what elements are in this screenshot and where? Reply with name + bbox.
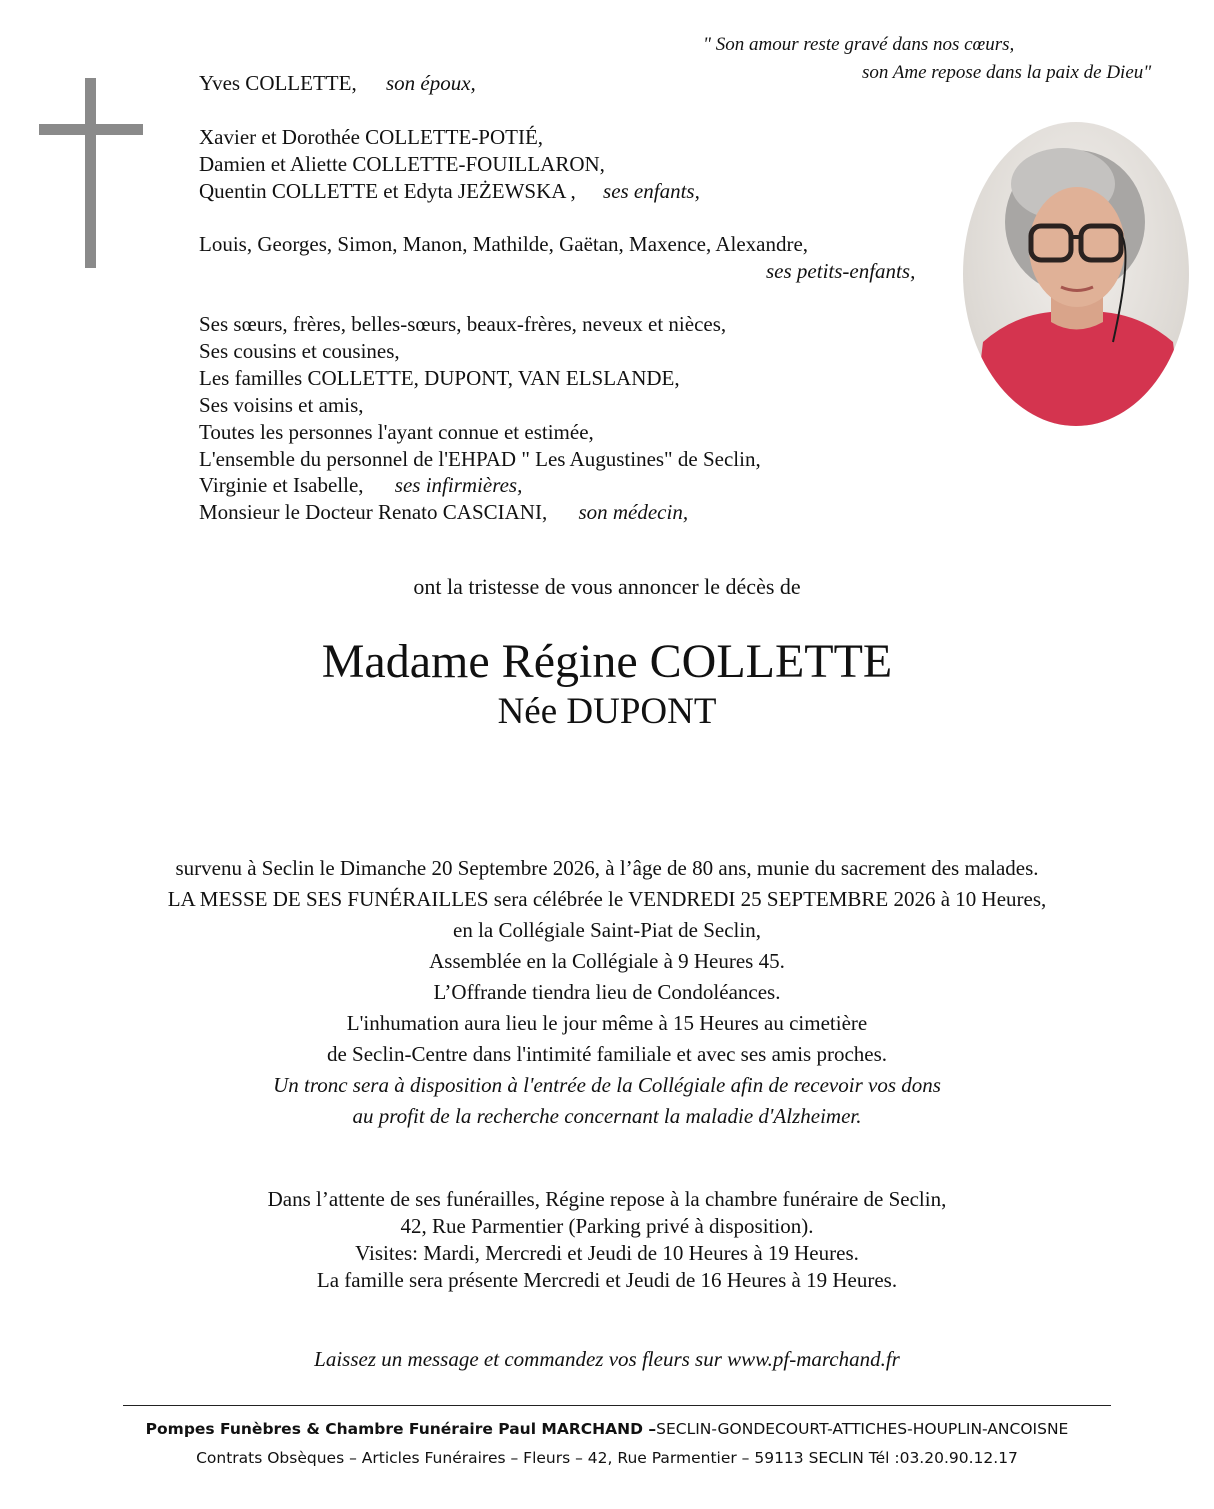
spouse-name: Yves COLLETTE, <box>199 71 357 95</box>
relatives-line: Ses sœurs, frères, belles-sœurs, beaux-frères, neveux et nièces, <box>199 312 727 336</box>
spouse-role: son époux, <box>385 71 476 95</box>
details-line: L’Offrande tiendra lieu de Condoléances. <box>433 980 781 1004</box>
wake-info <box>0 1186 1214 1294</box>
doctor-name: Monsieur le Docteur Renato CASCIANI, <box>199 500 548 524</box>
children-role: ses enfants, <box>603 179 700 203</box>
donation-line: Un tronc sera à disposition à l'entrée de la Collégiale afin de recevoir vos dons <box>273 1073 941 1097</box>
doctor-role: son médecin, <box>578 500 689 524</box>
nurses-line <box>199 472 522 499</box>
details-line: en la Collégiale Saint-Piat de Seclin, <box>453 918 761 942</box>
child-line: Damien et Aliette COLLETTE-FOUILLARON, <box>199 152 605 176</box>
wake-line: Visites: Mardi, Mercredi et Jeudi de 10 Heures à 19 Heures. <box>355 1241 859 1265</box>
footer-towns: SECLIN-GONDECOURT-ATTICHES-HOUPLIN-ANCOISNE <box>656 1420 1069 1438</box>
details-line: Assemblée en la Collégiale à 9 Heures 45. <box>429 949 785 973</box>
grandchildren-role: ses petits-enfants, <box>766 259 916 283</box>
child-line: Xavier et Dorothée COLLETTE-POTIÉ, <box>199 125 544 149</box>
nurses-role: ses infirmières, <box>394 473 523 497</box>
footer-contact-line: Contrats Obsèques – Articles Funéraires – Fleurs – 42, Rue Parmentier – 59113 SECLIN Tél :03.20.90.12.17 <box>196 1449 1018 1467</box>
relatives-line: Les familles COLLETTE, DUPONT, VAN ELSLANDE, <box>199 366 680 390</box>
donation-line: au profit de la recherche concernant la maladie d'Alzheimer. <box>352 1104 862 1128</box>
portrait-photo <box>963 122 1189 426</box>
quote-line-1: " Son amour reste gravé dans nos cœurs, <box>703 34 1015 55</box>
deceased-name: Madame Régine COLLETTE <box>321 635 893 688</box>
relatives-line: Ses cousins et cousines, <box>199 339 400 363</box>
footer-divider <box>123 1405 1111 1406</box>
child-line <box>199 178 700 205</box>
footer-company: Pompes Funèbres & Chambre Funéraire Paul MARCHAND – <box>145 1420 657 1438</box>
funeral-details <box>0 853 1214 1132</box>
wake-line: La famille sera présente Mercredi et Jeudi de 16 Heures à 19 Heures. <box>316 1268 898 1292</box>
footer-company-line <box>0 1420 1214 1438</box>
details-line: de Seclin-Centre dans l'intimité familiale et avec ses amis proches. <box>326 1042 888 1066</box>
relatives-line: Ses voisins et amis, <box>199 393 364 417</box>
announcement-text: ont la tristesse de vous annoncer le décès de <box>413 574 801 599</box>
grandchildren-line: Louis, Georges, Simon, Manon, Mathilde, Gaëtan, Maxence, Alexandre, <box>199 232 809 256</box>
spouse-line <box>199 70 476 97</box>
child-name: Quentin COLLETTE et Edyta JEŻEWSKA , <box>199 179 576 203</box>
nurses-name: Virginie et Isabelle, <box>199 473 364 497</box>
details-line: LA MESSE DE SES FUNÉRAILLES sera célébrée le VENDREDI 25 SEPTEMBRE 2026 à 10 Heures, <box>167 887 1047 911</box>
relatives-line: L'ensemble du personnel de l'EHPAD " Les Augustines" de Seclin, <box>199 447 761 471</box>
website-message: Laissez un message et commandez vos fleurs sur www.pf-marchand.fr <box>314 1347 900 1371</box>
wake-line: 42, Rue Parmentier (Parking privé à disposition). <box>400 1214 814 1238</box>
doctor-line <box>199 499 688 526</box>
wake-line: Dans l’attente de ses funérailles, Régine repose à la chambre funéraire de Seclin, <box>267 1187 947 1211</box>
details-line: L'inhumation aura lieu le jour même à 15 Heures au cimetière <box>346 1011 868 1035</box>
details-line: survenu à Seclin le Dimanche 20 Septembre 2026, à l’âge de 80 ans, munie du sacrement des malades. <box>175 856 1039 880</box>
quote-line-2: son Ame repose dans la paix de Dieu" <box>862 62 1152 83</box>
relatives-line: Toutes les personnes l'ayant connue et estimée, <box>199 420 594 444</box>
maiden-name: Née DUPONT <box>497 691 717 732</box>
